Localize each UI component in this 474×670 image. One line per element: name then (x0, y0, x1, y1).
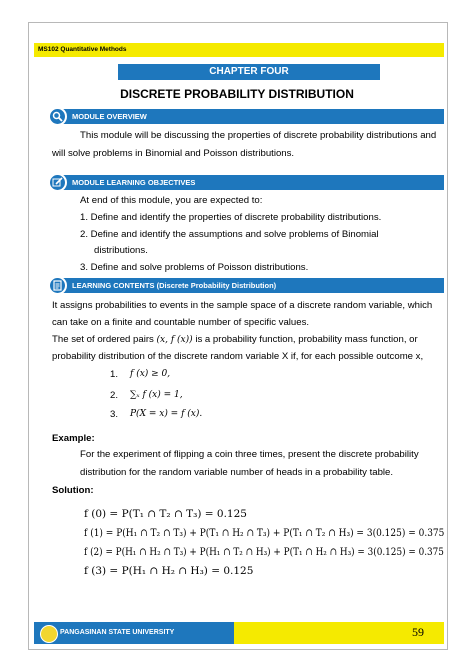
overview-line-1: This module will be discussing the properties of discrete probability distributions and (80, 130, 437, 141)
footer-university: PANGASINAN STATE UNIVERSITY (34, 622, 234, 644)
page-number: 59 (412, 625, 424, 639)
overview-line-2: will solve problems in Binomial and Poisson distributions. (52, 148, 295, 159)
condition-3-number: 3. (110, 409, 119, 420)
solution-equation-1: f (1) = P(H₁ ∩ T₂ ∩ T₃) + P(T₁ ∩ H₂ ∩ T₃) + P(T₁ ∩ T₂ ∩ H₃) = 3(0.125) = 0.375 (84, 527, 445, 539)
condition-2: ∑ₓ f (x) = 1, (130, 390, 183, 400)
course-header: MS102 Quantitative Methods (34, 43, 444, 57)
example-line-1: For the experiment of flipping a coin three times, present the discrete probability (80, 449, 419, 460)
condition-1-number: 1. (110, 369, 119, 380)
solution-equation-0: f (0) = P(T₁ ∩ T₂ ∩ T₃) = 0.125 (84, 508, 247, 520)
magnifier-icon (48, 107, 67, 126)
example-label: Example: (52, 433, 95, 444)
pencil-edit-icon (48, 173, 67, 192)
example-line-2: distribution for the random variable number of heads in a probability table. (80, 467, 394, 478)
content-heading: LEARNING CONTENTS (Discrete Probability Distribution) (52, 278, 444, 293)
document-icon (48, 276, 67, 295)
content-paragraph-1b: can take on a finite and countable number of specific values. (52, 317, 310, 328)
chapter-title: DISCRETE PROBABILITY DISTRIBUTION (120, 87, 354, 101)
content-paragraph-1a: It assigns probabilities to events in the sample space of a discrete random variable, which (52, 300, 433, 311)
condition-3: P(X = x) = f (x). (130, 409, 203, 419)
university-seal-icon (40, 625, 58, 643)
ordered-pair-math: (x, f (x)) (156, 335, 193, 345)
solution-label: Solution: (52, 485, 94, 496)
objectives-heading: MODULE LEARNING OBJECTIVES (52, 175, 444, 190)
solution-equation-2: f (2) = P(H₁ ∩ H₂ ∩ T₃) + P(H₁ ∩ T₂ ∩ H₃) + P(T₁ ∩ H₂ ∩ H₃) = 3(0.125) = 0.375 (84, 546, 444, 558)
objective-item-2: 2. Define and identify the assumptions and solve problems of Binomial (80, 229, 379, 240)
solution-equation-3: f (3) = P(H₁ ∩ H₂ ∩ H₃) = 0.125 (84, 565, 254, 577)
objective-item-3: 3. Define and solve problems of Poisson distributions. (80, 262, 309, 273)
chapter-label: CHAPTER FOUR (118, 64, 380, 80)
condition-2-number: 2. (110, 390, 119, 401)
content-paragraph-2b: probability distribution of the discrete random variable X if, for each possible outcome x, (52, 351, 424, 362)
objectives-intro: At end of this module, you are expected to: (80, 195, 263, 206)
objective-item-1: 1. Define and identify the properties of discrete probability distributions. (80, 212, 382, 223)
overview-heading: MODULE OVERVIEW (52, 109, 444, 124)
content-paragraph-2a: The set of ordered pairs (x, f (x)) is a probability function, probability mass function, or (52, 334, 418, 345)
objective-item-2-cont: distributions. (94, 245, 148, 256)
condition-1: f (x) ≥ 0, (130, 369, 171, 379)
